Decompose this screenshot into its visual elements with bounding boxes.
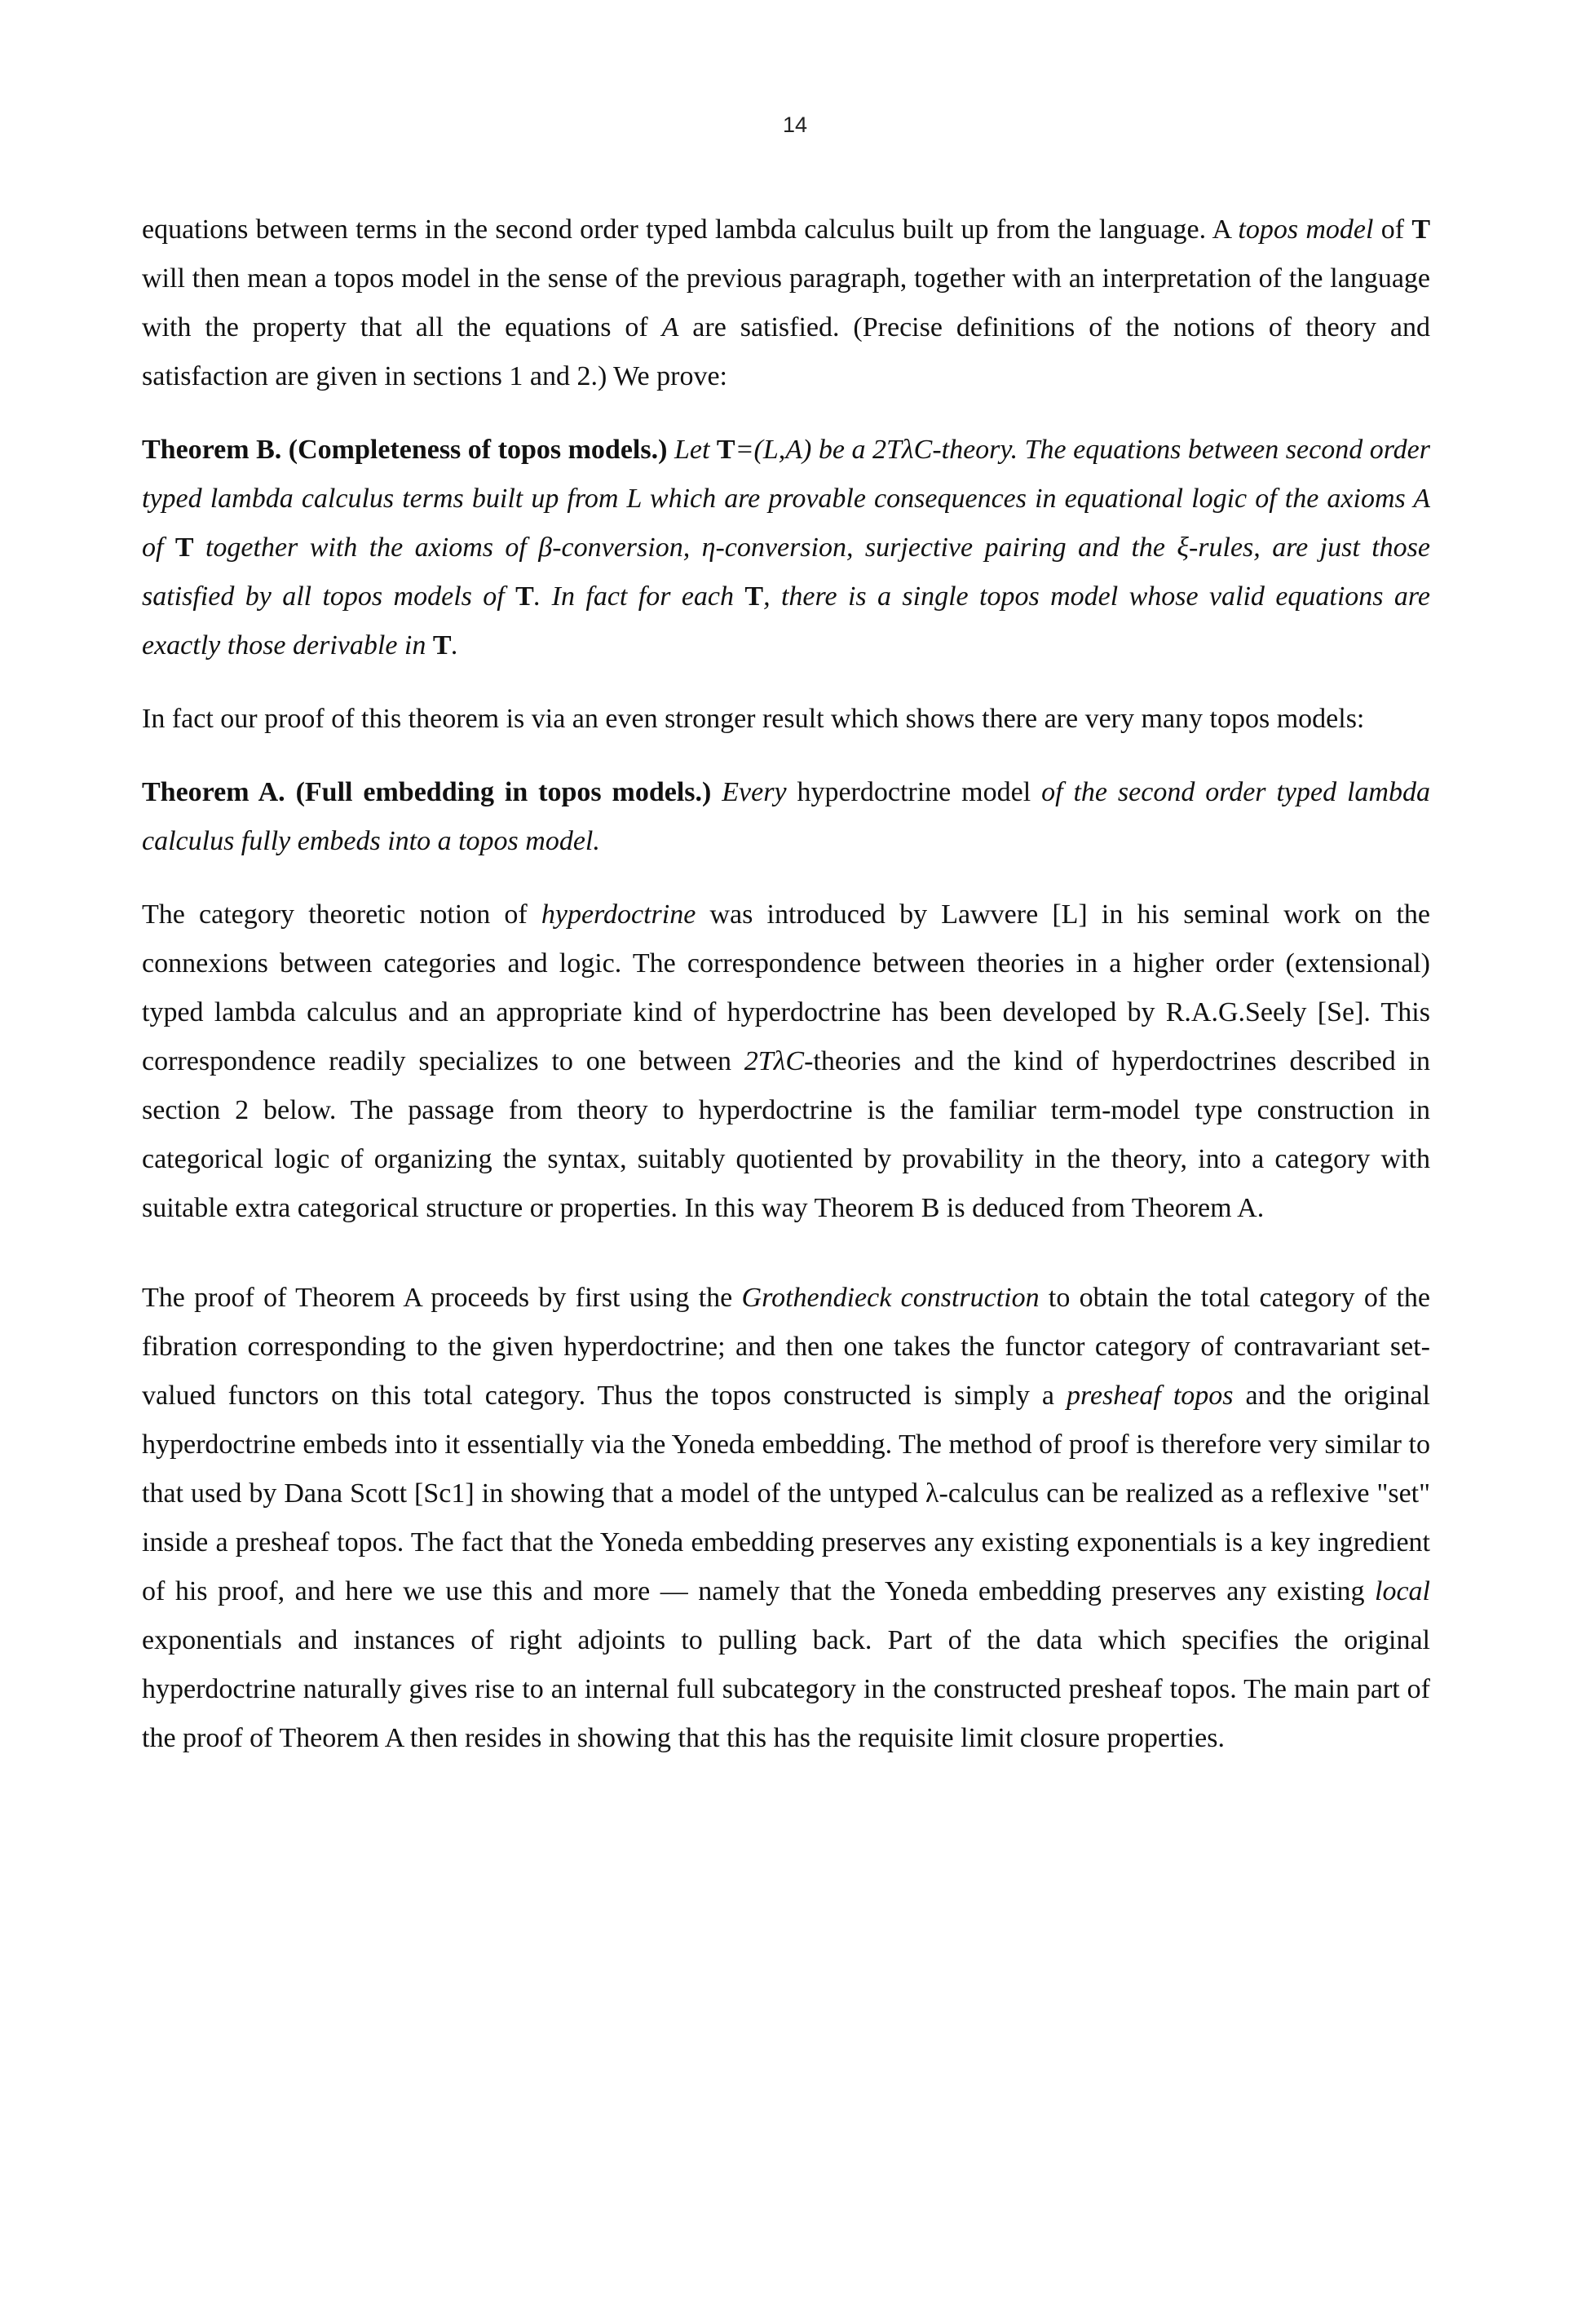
italic-term-hyperdoctrine: hyperdoctrine <box>541 899 696 930</box>
italic-term-2tlc: 2TλC <box>744 1046 805 1076</box>
paragraph-hyperdoctrine <box>142 890 1430 1233</box>
bold-symbol-T: T <box>1411 214 1430 245</box>
theorem-b-text: . <box>451 630 459 661</box>
paragraph-topos-model-definition <box>142 205 1430 401</box>
italic-term-topos-model: topos model <box>1238 214 1374 245</box>
italic-term-presheaf-topos: presheaf topos <box>1066 1381 1234 1411</box>
page-number: 14 <box>782 113 808 137</box>
text-run: was introduced by Lawvere [L] in his seminal work on the connexions between categories and logic. The correspondence between theories in a higher order (extensional) typed lambda calculus and an appropriate kind of hyperdoctrine has been developed by R.A.G.Seely [Se]. This correspondence readily specializes to one between <box>142 899 1430 1076</box>
text-run: are satisfied. (Precise definitions of the notions of theory and satisfaction are given in sections 1 and 2.) We prove: <box>142 312 1431 391</box>
text-run: will then mean a topos model in the sense of the previous paragraph, together with an interpretation of the language with the property that all the equations of <box>142 263 1430 342</box>
theorem-a-label: Theorem A. (Full embedding in topos models.) <box>142 777 712 807</box>
theorem-a <box>142 768 1430 866</box>
italic-term-grothendieck-construction: Grothendieck construction <box>741 1283 1040 1313</box>
page-body <box>142 205 1430 1787</box>
theorem-b-label: Theorem B. (Completeness of topos models.) <box>142 435 668 465</box>
text-run: In fact our proof of this theorem is via an even stronger result which shows there are very many topos models: <box>142 704 1365 734</box>
theorem-b <box>142 426 1430 670</box>
bold-symbol-T: T <box>515 581 534 612</box>
bold-symbol-T: T <box>174 532 194 563</box>
text-run: The proof of Theorem A proceeds by first using the <box>142 1283 742 1313</box>
theorem-b-text: , there is a single topos model whose valid equations are exactly those derivable in <box>142 581 1430 661</box>
theorem-b-text: . In fact for each <box>533 581 745 612</box>
paragraph-proof-outline <box>142 1274 1430 1763</box>
bold-symbol-T: T <box>432 630 452 661</box>
text-run: equations between terms in the second order typed lambda calculus built up from the language. A <box>142 214 1239 245</box>
text-run: and the original hyperdoctrine embeds into it essentially via the Yoneda embedding. The method of proof is therefore very similar to that used by Dana Scott [Sc1] in showing that a model of the untyped λ-calculus can be realized as a reflexive "set" inside a presheaf topos. The fact that the Yoneda embedding preserves any existing exponentials is a key ingredient of his proof, and here we use this and more — namely that the Yoneda embedding preserves any existing <box>142 1381 1430 1606</box>
text-run: to obtain the total category of the fibration corresponding to the given hyperdoctrine; and then one takes the functor category of contravariant set-valued functors on this total category. Thus the topos constructed is simply a <box>142 1283 1431 1411</box>
theorem-b-text: Let <box>667 435 717 465</box>
bold-symbol-T: T <box>744 581 764 612</box>
theorem-a-text: hyperdoctrine model <box>786 777 1042 807</box>
text-run: of <box>1373 214 1412 245</box>
text-run: exponentials and instances of right adjoints to pulling back. Part of the data which specifies the original hyperdoctrine naturally gives rise to an internal full subcategory in the constructed presheaf topos. The main part of the proof of Theorem A then resides in showing that this has the requisite limit closure properties. <box>142 1625 1430 1753</box>
text-run: The category theoretic notion of <box>142 899 541 930</box>
theorem-b-text: =(L,A) be a 2TλC-theory. The equations between second order typed lambda calculus terms built up from L which are provable consequences in equational logic of the axioms A of <box>142 435 1431 563</box>
theorem-a-text: of the second order typed lambda calculus fully embeds into a topos model. <box>142 777 1430 856</box>
italic-term-local: local <box>1375 1576 1430 1606</box>
theorem-a-text: Every <box>711 777 787 807</box>
bold-symbol-T: T <box>716 435 735 465</box>
text-run: -theories and the kind of hyperdoctrines described in section 2 below. The passage from theory to hyperdoctrine is the familiar term-model type construction in categorical logic of organizing the syntax, suitably quotiented by provability in the theory, into a category with suitable extra categorical structure or properties. In this way Theorem B is deduced from Theorem A. <box>142 1046 1431 1223</box>
italic-symbol-A: A <box>661 312 679 342</box>
paragraph-stronger-result <box>142 695 1430 744</box>
theorem-b-text: together with the axioms of β-conversion, η-conversion, surjective pairing and the ξ-rules, are just those satisfied by all topos models of <box>142 532 1430 612</box>
